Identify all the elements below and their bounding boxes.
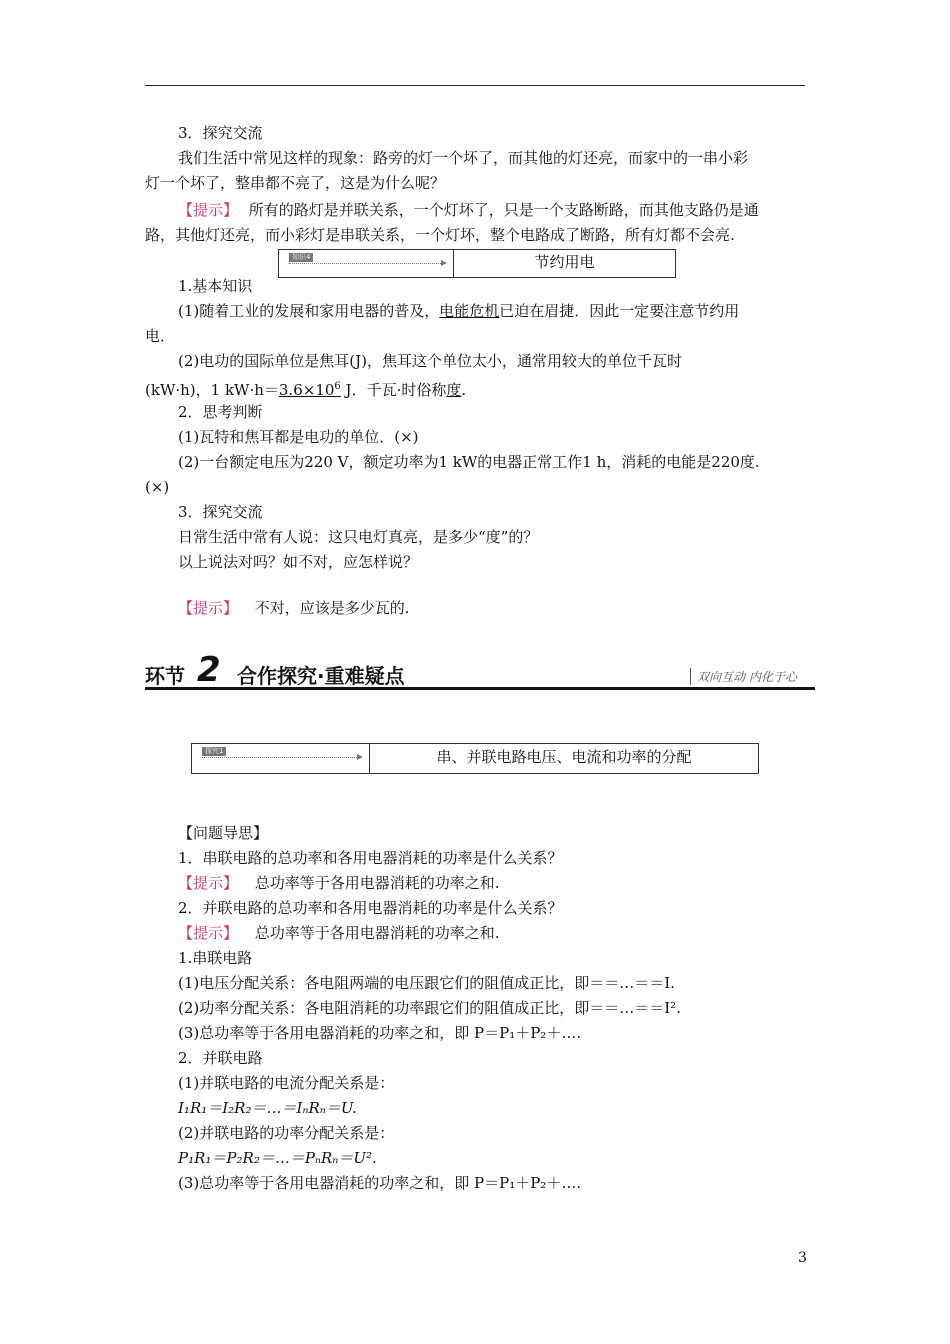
heading-judge: 2．思考判断 xyxy=(178,403,263,421)
page-number: 3 xyxy=(798,1250,807,1266)
paragraph-line: (1)并联电路的电流分配关系是： xyxy=(178,1074,395,1092)
arrow-icon xyxy=(289,263,445,264)
paragraph-line: (3)总功率等于各用电器消耗的功率之和，即 P＝P₁＋P₂＋…. xyxy=(178,1174,582,1192)
formula-line: P₁R₁＝P₂R₂＝…＝PₙRₙ＝U². xyxy=(178,1149,377,1167)
hint-line xyxy=(178,199,759,221)
paragraph-line: 2．并联电路的总功率和各用电器消耗的功率是什么关系？ xyxy=(178,899,563,917)
section-title: 合作探究·重难疑点 xyxy=(237,664,405,688)
paragraph-line: (1)电压分配关系：各电阻两端的电压跟它们的阻值成正比，即＝＝…＝＝I. xyxy=(178,974,675,992)
header-rule xyxy=(145,85,805,86)
formula-line: I₁R₁＝I₂R₂＝…＝IₙRₙ＝U. xyxy=(178,1099,357,1117)
section-rule xyxy=(145,687,815,690)
paragraph-line: 以上说法对吗？如不对，应怎样说？ xyxy=(178,553,419,571)
hint-line xyxy=(178,872,500,894)
hint-line xyxy=(178,922,500,944)
paragraph-line: (2)功率分配关系：各电阻消耗的功率跟它们的阻值成正比，即＝＝…＝＝I². xyxy=(178,999,681,1017)
paragraph-line: 1．串联电路的总功率和各用电器消耗的功率是什么关系？ xyxy=(178,849,563,867)
paragraph-line: (1)随着工业的发展和家用电器的普及，电能危机已迫在眉捷．因此一定要注意节约用 xyxy=(178,302,740,320)
hint-text: 总功率等于各用电器消耗的功率之和. xyxy=(254,924,500,942)
tag-chip: 知识4 xyxy=(289,253,313,262)
blank-answer: $3.6\times 10^6$ xyxy=(278,381,341,399)
paragraph-line: 电． xyxy=(145,327,176,345)
paragraph-line: (kW·h)，1 $kW\cdot h=3.6\times 10^6$ J．千瓦·时俗称度. xyxy=(145,381,467,399)
paragraph-line: (3)总功率等于各用电器消耗的功率之和，即 P＝P₁＋P₂＋…. xyxy=(178,1024,582,1042)
paragraph-line: (2)并联电路的功率分配关系是： xyxy=(178,1124,395,1142)
knowledge-tag xyxy=(279,250,454,277)
section-number: 2 xyxy=(197,650,221,690)
hint-text: 总功率等于各用电器消耗的功率之和. xyxy=(254,874,500,892)
heading-series: 1.串联电路 xyxy=(178,949,253,967)
paragraph-line: (1)瓦特和焦耳都是电功的单位．(×) xyxy=(178,428,419,446)
paragraph-line: 我们生活中常见这样的现象：路旁的灯一个坏了，而其他的灯还亮，而家中的一串小彩 xyxy=(178,149,749,167)
hint-label: 【提示】 xyxy=(178,874,239,892)
blank-answer: 度 xyxy=(446,381,462,399)
box-title: 节约用电 xyxy=(534,253,595,271)
knowledge-box xyxy=(278,249,676,278)
paragraph-line: 路，其他灯还亮，而小彩灯是串联关系，一个灯坏，整个电路成了断路，所有灯都不会亮. xyxy=(145,226,735,244)
section-label: 环节 xyxy=(145,664,185,688)
hint-text: 所有的路灯是并联关系，一个灯坏了，只是一个支路断路，而其他支路仍是通 xyxy=(248,201,759,219)
explore-box xyxy=(191,743,759,774)
arrow-icon xyxy=(202,757,361,758)
box-title: 串、并联电路电压、电流和功率的分配 xyxy=(436,748,692,766)
paragraph-line: 灯一个坏了，整串都不亮了，这是为什么呢？ xyxy=(145,174,446,192)
hint-label: 【提示】 xyxy=(178,599,239,617)
section-slogan: 双向互动 内化于心 xyxy=(690,668,797,685)
blank-answer: 电能危机 xyxy=(439,302,500,320)
heading-explore: 3．探究交流 xyxy=(178,503,263,521)
paragraph-line: (2)一台额定电压为220 V，额定功率为1 kW的电器正常工作1 h，消耗的电能是220度. xyxy=(178,453,760,471)
hint-label: 【提示】 xyxy=(178,201,239,219)
heading-basic: 1.基本知识 xyxy=(178,277,253,295)
heading-parallel: 2．并联电路 xyxy=(178,1049,263,1067)
hint-text: 不对，应该是多少瓦的. xyxy=(254,599,410,617)
paragraph-line: (2)电功的国际单位是焦耳(J)，焦耳这个单位太小，通常用较大的单位千瓦时 xyxy=(178,352,682,370)
hint-label: 【提示】 xyxy=(178,924,239,942)
explore-tag xyxy=(192,744,370,773)
paragraph-line: 日常生活中常有人说：这只电灯真亮，是多少“度”的？ xyxy=(178,528,539,546)
heading-explore: 3．探究交流 xyxy=(178,124,263,142)
section-banner xyxy=(145,650,815,690)
tag-chip: 探究1 xyxy=(202,747,226,756)
paragraph-line: (×) xyxy=(145,478,170,496)
heading-questions: 【问题导思】 xyxy=(178,824,269,842)
hint-line xyxy=(178,597,410,619)
